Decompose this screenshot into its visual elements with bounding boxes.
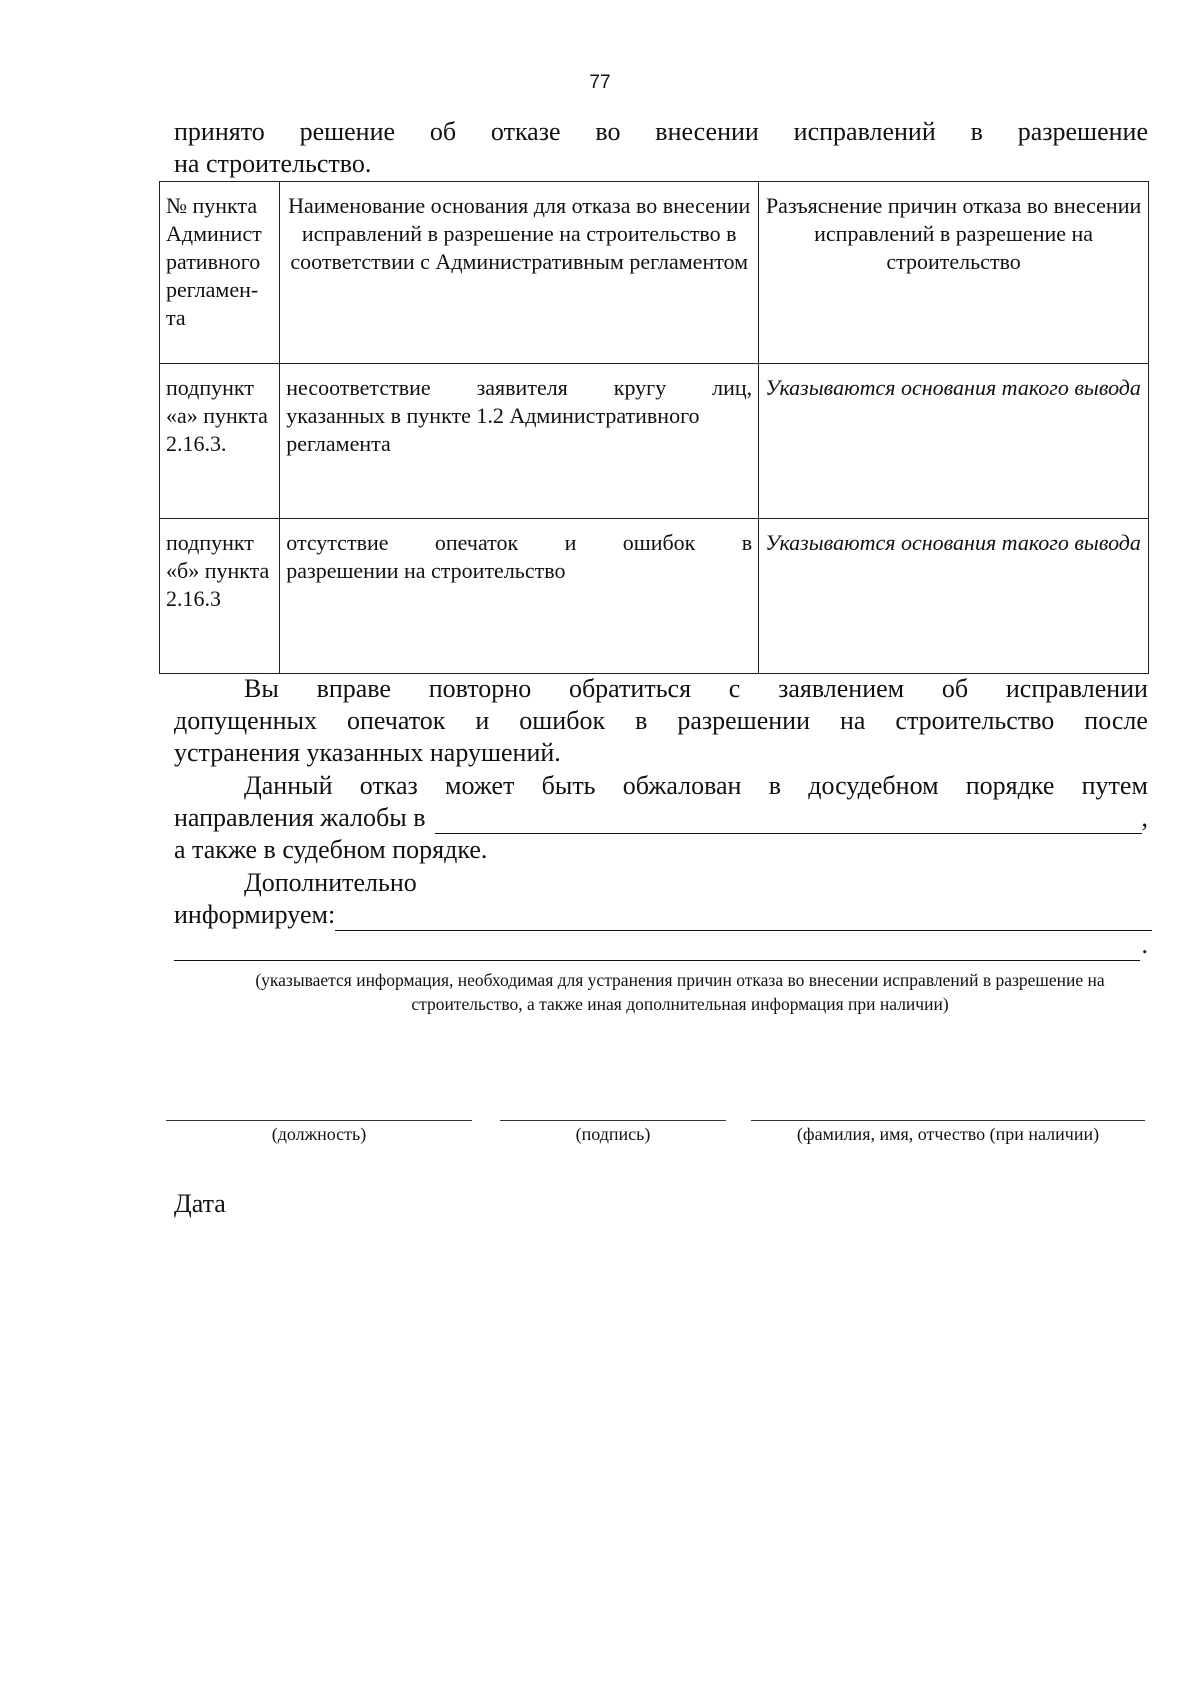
refusal-table (159, 181, 1149, 674)
appeal-line-3: а также в судебном порядке. (174, 835, 488, 864)
reapply-word: с (728, 674, 741, 703)
intro-word: решение (299, 117, 396, 146)
intro-word: во (595, 117, 621, 146)
additional-line (174, 899, 1148, 931)
reapply-paragraph (174, 673, 1148, 769)
appeal-line-2 (174, 802, 1148, 834)
intro-line-1 (174, 116, 1148, 148)
signature-line[interactable] (500, 1120, 726, 1121)
page-number: 77 (589, 72, 611, 93)
reapply-word: опечаток (346, 706, 446, 735)
row-explanation: Указываются основания такого вывода (759, 519, 1149, 674)
row-basis-rest: указанных в пункте 1.2 Административного регламента (286, 403, 700, 456)
table-row (160, 364, 1149, 519)
row-point: подпункт «б» пункта 2.16.3 (160, 519, 280, 674)
appeal-word: в (768, 771, 781, 800)
full-name-caption: (фамилия, имя, отчество (при наличии) (796, 1124, 1100, 1144)
appeal-prefix: направления жалобы в (174, 803, 426, 832)
table-header-row (160, 182, 1149, 364)
reapply-word: об (941, 674, 969, 703)
appeal-word: порядке (965, 771, 1055, 800)
row-basis-line1: несоответствие заявителя кругу лиц, (286, 375, 753, 400)
reapply-word: разрешении (677, 706, 810, 735)
signature-caption: (подпись) (575, 1124, 651, 1144)
reapply-word: повторно (428, 674, 532, 703)
reapply-word: заявлением (778, 674, 905, 703)
intro-word: разрешение (1017, 117, 1148, 146)
additional-info (174, 867, 1148, 961)
appeal-line-1 (174, 770, 1148, 802)
reapply-word: строительство (895, 706, 1055, 735)
intro-word: исправлений (793, 117, 936, 146)
row-explanation: Указываются основания такого вывода (759, 364, 1149, 519)
position-line[interactable] (166, 1120, 472, 1121)
appeal-comma: , (1141, 803, 1148, 832)
appeal-word: быть (541, 771, 596, 800)
header-basis: Наименование основания для отказа во внесении исправлений в разрешение на строительство в соответствии с Административным регламентом (280, 182, 759, 364)
intro-word: внесении (655, 117, 759, 146)
reapply-line-3: устранения указанных нарушений. (174, 738, 561, 767)
intro-paragraph (174, 116, 1148, 180)
reapply-word: после (1084, 706, 1148, 735)
reapply-word: обратиться (568, 674, 692, 703)
additional-note: (указывается информация, необходимая для устранения причин отказа во внесении исправлений в разрешение на строительство, а также иная дополнительная информация при наличии) (255, 970, 1105, 1014)
header-explanation: Разъяснение причин отказа во внесении исправлений в разрешение на строительство (759, 182, 1149, 364)
row-basis-rest: разрешении на строительство (286, 558, 566, 583)
additional-label-2: информируем: (174, 900, 336, 929)
complaint-recipient-field[interactable] (435, 807, 1141, 834)
reapply-word: вправе (316, 674, 391, 703)
appeal-word: досудебном (808, 771, 939, 800)
reapply-line-1 (174, 673, 1148, 705)
reapply-word: допущенных (174, 706, 317, 735)
row-basis (280, 364, 759, 519)
row-basis-line1: отсутствие опечаток и ошибок в (286, 530, 753, 555)
intro-word: принято (174, 117, 265, 146)
reapply-word: ошибок (519, 706, 606, 735)
row-basis (280, 519, 759, 674)
header-point-number: № пункта Админист ративного регламен-та (160, 182, 280, 364)
additional-info-field[interactable] (335, 904, 1152, 931)
intro-word: об (429, 117, 457, 146)
reapply-word: Вы (244, 674, 279, 703)
appeal-word: Данный (244, 771, 333, 800)
row-point: подпункт «а» пункта 2.16.3. (160, 364, 280, 519)
position-caption: (должность) (271, 1124, 367, 1144)
intro-word: в (970, 117, 983, 146)
intro-word: отказе (490, 117, 561, 146)
full-name-line[interactable] (751, 1120, 1145, 1121)
date-label: Дата (174, 1189, 226, 1218)
appeal-paragraph (174, 770, 1148, 866)
reapply-line-2 (174, 705, 1148, 737)
appeal-word: обжалован (622, 771, 742, 800)
table-row (160, 519, 1149, 674)
additional-period: . (1141, 930, 1148, 959)
reapply-word: и (475, 706, 490, 735)
intro-line-2: на строительство. (174, 149, 372, 178)
reapply-word: на (839, 706, 866, 735)
appeal-word: отказ (359, 771, 418, 800)
additional-info-field-2[interactable] (174, 934, 1140, 961)
reapply-word: исправлении (1005, 674, 1148, 703)
appeal-word: путем (1081, 771, 1148, 800)
appeal-word: может (445, 771, 515, 800)
reapply-word: в (635, 706, 648, 735)
additional-line-2 (174, 931, 1148, 961)
additional-label-1: Дополнительно (244, 868, 417, 897)
